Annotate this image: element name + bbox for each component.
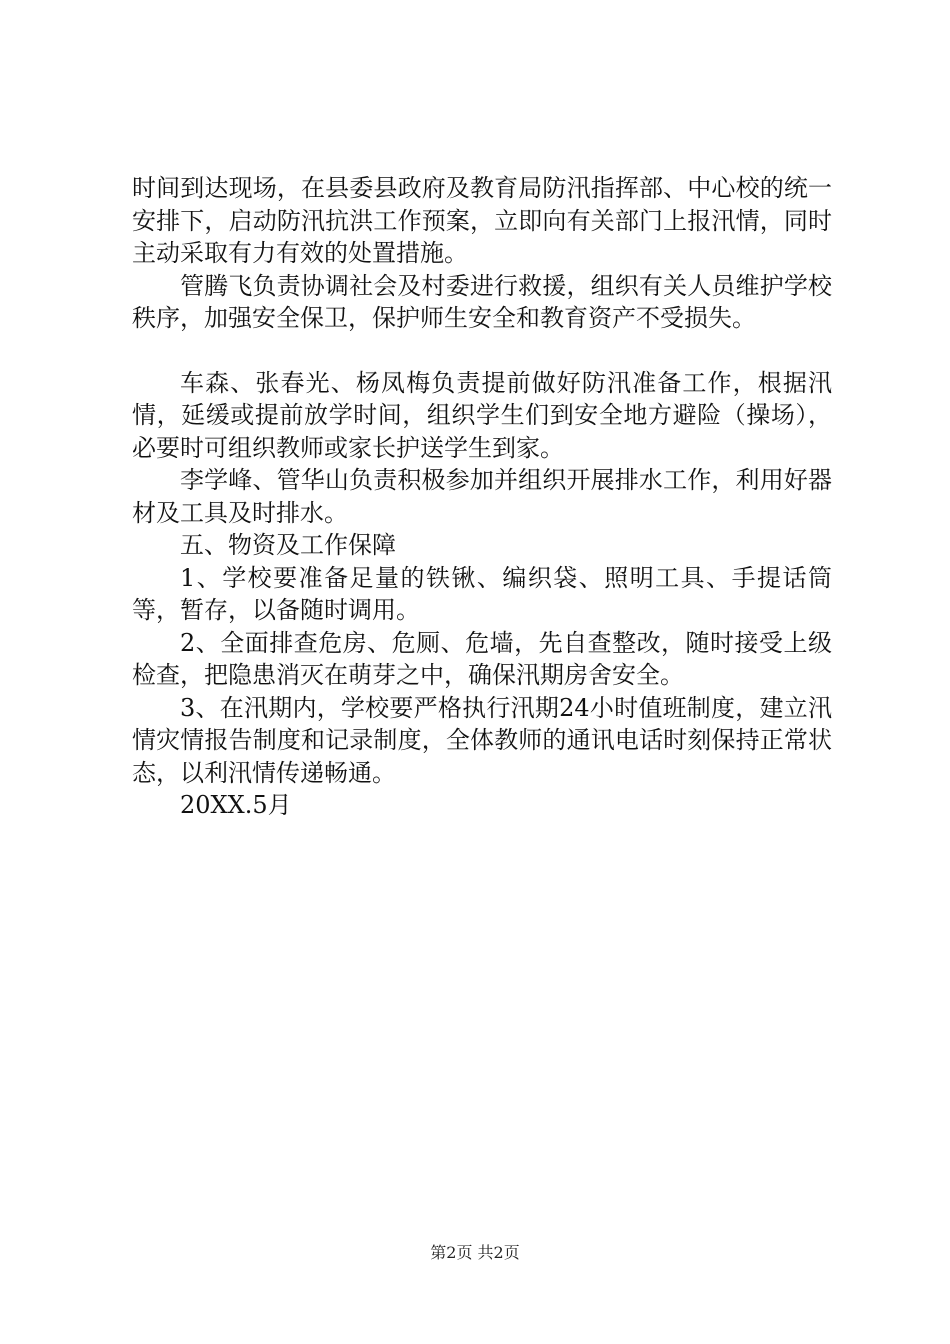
list-item-3: 3、在汛期内，学校要严格执行汛期24小时值班制度，建立汛情灾情报告制度和记录制度，全体教师的通讯电话时刻保持正常状态，以利汛情传递畅通。 (132, 693, 832, 787)
paragraph-continuation: 时间到达现场，在县委县政府及教育局防汛指挥部、中心校的统一安排下，启动防汛抗洪工作预案，立即向有关部门上报汛情，同时主动采取有力有效的处置措施。 (132, 174, 832, 267)
document-date: 20XX.5月 (180, 791, 292, 819)
paragraph-li-xuefeng: 李学峰、管华山负责积极参加并组织开展排水工作，利用好器材及工具及时排水。 (132, 466, 832, 527)
paragraph-gap (132, 335, 832, 367)
page-footer: 第2页 共2页 (430, 1243, 520, 1262)
list-item-2: 2、全面排查危房、危厕、危墙，先自查整改，随时接受上级检查，把隐患消灭在萌芽之中，确保汛期房舍安全。 (132, 628, 832, 689)
list-item-1: 1、学校要准备足量的铁锹、编织袋、照明工具、手提话筒等，暂存，以备随时调用。 (132, 563, 832, 624)
document-body (132, 172, 832, 822)
paragraph-guan-tengfei: 管腾飞负责协调社会及村委进行救援，组织有关人员维护学校秩序，加强安全保卫，保护师生安全和教育资产不受损失。 (132, 271, 832, 332)
paragraph-che-sen: 车森、张春光、杨凤梅负责提前做好防汛准备工作，根据汛情，延缓或提前放学时间，组织学生们到安全地方避险（操场），必要时可组织教师或家长护送学生到家。 (132, 368, 832, 462)
section-heading-materials: 五、物资及工作保障 (180, 531, 396, 559)
